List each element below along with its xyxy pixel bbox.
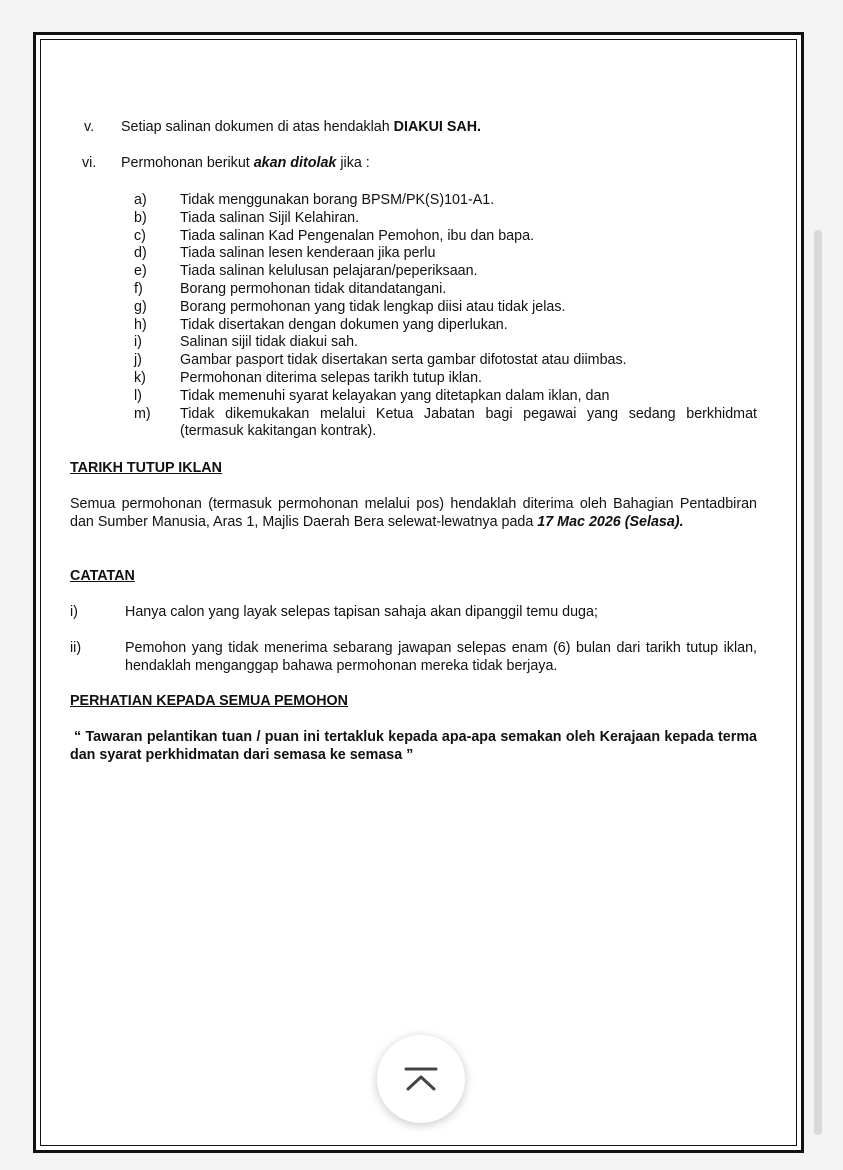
list-item: [134, 317, 757, 335]
list-item: [134, 228, 757, 246]
list-item-letter: b): [134, 209, 147, 226]
scroll-to-top-icon: [404, 1066, 438, 1092]
list-item-text: Salinan sijil tidak diakui sah.: [180, 334, 359, 351]
tarikh-tutup-body: [70, 495, 757, 531]
list-item-text: Tiada salinan lesen kenderaan jika perlu: [180, 245, 436, 262]
list-item-letter: j): [134, 352, 142, 369]
catatan-item-text: Hanya calon yang layak selepas tapisan sahaja akan dipanggil temu duga;: [125, 604, 598, 620]
section-vi-number: vi.: [82, 155, 97, 171]
section-vi-text-suffix: jika :: [336, 155, 370, 171]
list-item-text: Gambar pasport tidak disertakan serta gambar difotostat atau diimbas.: [180, 352, 627, 369]
list-item-letter: m): [134, 405, 151, 422]
list-item: [134, 388, 757, 406]
list-item-letter: h): [134, 316, 147, 333]
catatan-item-text: Pemohon yang tidak menerima sebarang jawapan selepas enam (6) bulan dari tarikh tutup iklan, hendaklah menganggap bahawa permohonan mereka tidak berjaya.: [125, 640, 757, 674]
list-item-letter: c): [134, 227, 146, 244]
perhatian-heading: PERHATIAN KEPADA SEMUA PEMOHON: [70, 693, 349, 709]
list-item-letter: f): [134, 280, 143, 297]
list-item-text: Borang permohonan yang tidak lengkap diisi atau tidak jelas.: [180, 298, 566, 315]
list-item-text: Tidak dikemukakan melalui Ketua Jabatan bagi pegawai yang sedang berkhidmat (termasuk kakitangan kontrak).: [180, 405, 757, 440]
rejection-list: [134, 192, 757, 441]
closing-date: 17 Mac 2026 (Selasa).: [537, 514, 684, 530]
list-item-text: Borang permohonan tidak ditandatangani.: [180, 280, 447, 297]
list-item-text: Tiada salinan Sijil Kelahiran.: [180, 209, 360, 226]
scroll-to-top-button[interactable]: [377, 1035, 465, 1123]
catatan-item-number: ii): [70, 640, 82, 656]
tarikh-tutup-text: Semua permohonan (termasuk permohonan melalui pos) hendaklah diterima oleh Bahagian Pentadbiran dan Sumber Manusia, Aras 1, Majlis Daerah Bera selewat-lewatnya pada: [70, 496, 757, 530]
list-item-text: Tiada salinan Kad Pengenalan Pemohon, ibu dan bapa.: [180, 227, 534, 244]
section-v-text-bold: DIAKUI SAH.: [393, 119, 482, 135]
list-item: [134, 210, 757, 228]
list-item-letter: k): [134, 369, 146, 386]
section-v-text: [121, 118, 481, 136]
catatan-heading: CATATAN: [70, 568, 135, 584]
list-item: [134, 370, 757, 388]
list-item-text: Permohonan diterima selepas tarikh tutup iklan.: [180, 369, 482, 386]
section-v-number: v.: [84, 119, 95, 135]
section-vi-text-prefix: Permohonan berikut: [121, 155, 254, 171]
list-item-letter: e): [134, 263, 147, 280]
list-item-text: Tidak disertakan dengan dokumen yang diperlukan.: [180, 316, 508, 333]
list-item-letter: d): [134, 245, 147, 262]
list-item-letter: l): [134, 387, 142, 404]
list-item: [134, 263, 757, 281]
section-v-text-prefix: Setiap salinan dokumen di atas hendaklah: [121, 119, 394, 135]
list-item: [134, 352, 757, 370]
list-item: [134, 334, 757, 352]
list-item: [134, 299, 757, 317]
section-vi-text-emphasis: akan ditolak: [253, 155, 337, 171]
tarikh-tutup-heading: TARIKH TUTUP IKLAN: [70, 460, 222, 476]
list-item-letter: g): [134, 298, 147, 315]
catatan-item-number: i): [70, 604, 78, 620]
list-item: [134, 245, 757, 263]
list-item-text: Tidak memenuhi syarat kelayakan yang ditetapkan dalam iklan, dan: [180, 387, 610, 404]
list-item-text: Tiada salinan kelulusan pelajaran/peperiksaan.: [180, 263, 478, 280]
list-item: [134, 281, 757, 299]
section-vi-text: [121, 154, 370, 172]
list-item: [134, 192, 757, 210]
list-item-text: Tidak menggunakan borang BPSM/PK(S)101-A1.: [180, 192, 495, 208]
scrollbar[interactable]: [814, 230, 822, 1135]
perhatian-quote: “ Tawaran pelantikan tuan / puan ini tertakluk kepada apa-apa semakan oleh Kerajaan kepada terma dan syarat perkhidmatan dari semasa ke semasa ”: [70, 729, 757, 763]
list-item-letter: i): [134, 334, 142, 351]
list-item-letter: a): [134, 192, 147, 208]
list-item: [134, 406, 757, 442]
